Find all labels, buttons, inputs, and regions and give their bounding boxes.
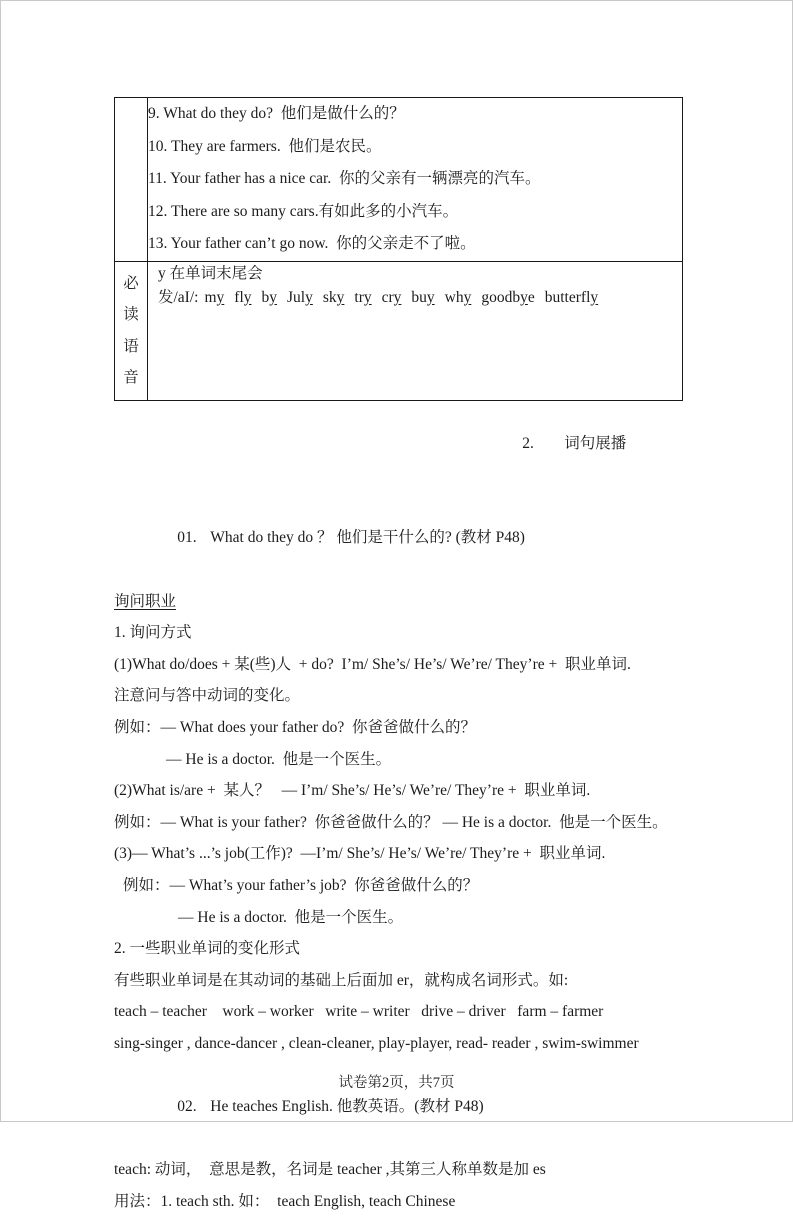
phonics-word: goodbye — [481, 288, 535, 306]
sentences-row — [115, 98, 683, 262]
phonics-words — [204, 289, 608, 306]
phonics-content-cell — [148, 261, 683, 400]
phonics-label-char: 语 — [123, 337, 139, 355]
section-number: 2. — [522, 434, 534, 452]
phonics-word: buy — [411, 288, 435, 306]
phonics-label-char: 必 — [123, 274, 139, 292]
phonics-label-cell — [115, 261, 148, 400]
ways-title-line: 1. 询问方式 — [114, 624, 192, 642]
way2-line: (2)What is/are + 某人？ — I’m/ She’s/ He’s/ We’re/ They’re + 职业单词. — [114, 782, 591, 800]
empty-label-cell — [115, 98, 148, 262]
phonics-word: why — [444, 288, 472, 306]
section-heading — [114, 396, 714, 491]
phonics-word: try — [354, 288, 372, 306]
teach-note-line: teach: 动词， 意思是教，名词是 teacher ,其第三人称单数是加 es — [114, 1161, 546, 1179]
body-content — [114, 396, 714, 1217]
usage-line: 用法：1. teach sth. 如： teach English, teach Chinese — [114, 1192, 456, 1210]
item-02-number: 02. — [177, 1098, 197, 1116]
page-footer: 试卷第2页，共7页 — [338, 1075, 455, 1091]
forms-words-line-2: sing-singer , dance-dancer , clean-cleaner, play-player, read- reader , swim-swimmer — [114, 1034, 639, 1052]
example1-answer-line: — He is a doctor. 他是一个医生。 — [166, 750, 392, 768]
phonics-label-char: 读 — [123, 306, 139, 323]
phonics-word: fly — [234, 288, 252, 306]
phonics-label-char: 音 — [123, 369, 139, 386]
phonics-line — [148, 262, 682, 310]
phonics-label — [115, 262, 147, 400]
topic-line — [114, 586, 714, 618]
forms-description-line: 有些职业单词是在其动词的基础上后面加 er，就构成名词形式。如: — [114, 971, 569, 989]
notes-table — [114, 97, 683, 401]
sentence-list-cell — [148, 98, 683, 262]
sentence-item: 11. Your father has a nice car. 你的父亲有一辆漂亮的汽车。 — [148, 170, 541, 187]
example2-line: 例如：— What is your father? 你爸爸做什么的？ — He is a doctor. 他是一个医生。 — [114, 813, 668, 831]
phonics-row — [115, 261, 683, 400]
section-title: 词句展播 — [564, 434, 627, 452]
forms-title-line: 2. 一些职业单词的变化形式 — [114, 940, 301, 958]
sentence-item: 12. There are so many cars.有如此多的小汽车。 — [148, 202, 459, 220]
way1-line: (1)What do/does + 某(些)人 + do? I’m/ She’s/ He’s/ We’re/ They’re + 职业单词. — [114, 655, 631, 673]
sentence-item: 9. What do they do? 他们是做什么的？ — [148, 105, 405, 122]
item-01-line — [114, 491, 714, 586]
example3-answer-line: — He is a doctor. 他是一个医生。 — [178, 908, 404, 926]
phonics-word: cry — [381, 288, 402, 306]
item-02-text: He teaches English. 他教英语。(教材 P48) — [210, 1098, 484, 1116]
sentence-item: 10. They are farmers. 他们是农民。 — [148, 137, 382, 155]
phonics-word: my — [204, 288, 225, 306]
topic-label: 询问职业 — [114, 592, 177, 610]
sentence-item: 13. Your father can’t go now. 你的父亲走不了啦。 — [148, 235, 476, 252]
forms-words-line-1: teach – teacher work – worker write – writer drive – driver farm – farmer — [114, 1003, 604, 1021]
item-01-number: 01. — [177, 529, 197, 547]
example1-question-line: 例如：— What does your father do? 你爸爸做什么的？ — [114, 718, 477, 736]
phonics-word: sky — [322, 288, 345, 306]
way3-line: (3)— What’s ...’s job(工作)? —I’m/ She’s/ He’s/ We’re/ They’re + 职业单词. — [114, 845, 606, 863]
phonics-word: July — [287, 288, 313, 306]
example3-question-line: 例如：— What’s your father’s job? 你爸爸做什么的？ — [123, 876, 479, 894]
phonics-rule-text: y 在单词末尾会发/aI/: — [158, 264, 263, 306]
item-01-text: What do they do ？ 他们是干什么的? (教材 P48) — [210, 529, 525, 547]
phonics-word: by — [261, 288, 277, 306]
phonics-word: butterfly — [544, 288, 599, 306]
note-line: 注意问与答中动词的变化。 — [114, 687, 301, 705]
